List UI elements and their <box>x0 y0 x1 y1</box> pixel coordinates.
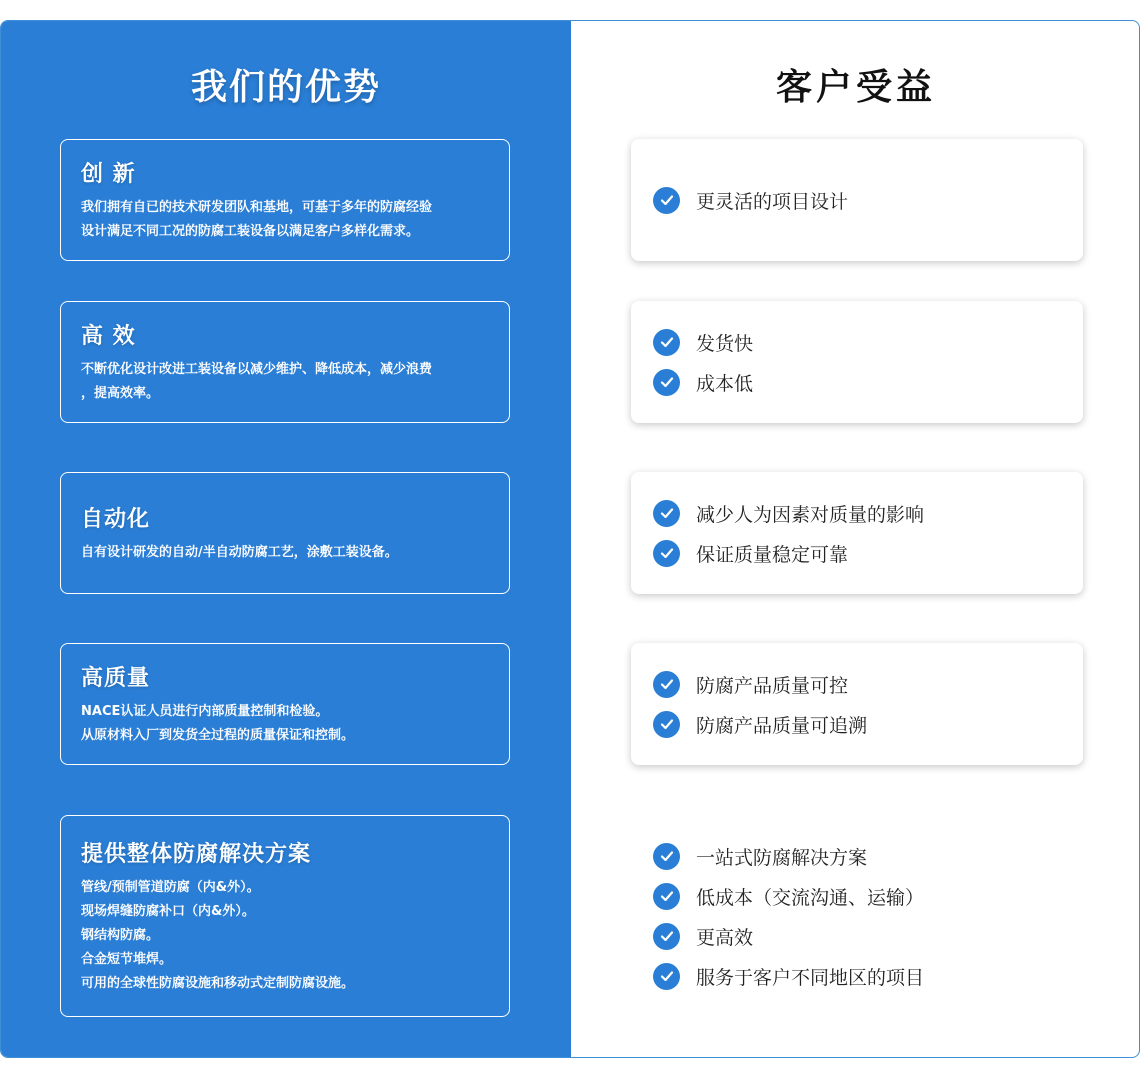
advantage-card-solution <box>60 815 510 1017</box>
benefit-card <box>631 815 1083 1017</box>
advantage-card-quality <box>60 643 510 765</box>
benefit-card <box>631 139 1083 261</box>
benefit-item <box>653 328 1061 356</box>
benefit-item <box>653 368 1061 396</box>
benefit-card <box>631 301 1083 423</box>
advantage-title: 高 效 <box>81 323 136 349</box>
check-circle-icon <box>653 923 680 950</box>
advantage-text: ，提高效率。 <box>81 385 160 401</box>
advantages-heading: 我们的优势 <box>190 67 381 108</box>
advantage-text: 管线/预制管道防腐（内&外）。 <box>81 879 260 895</box>
benefit-item <box>653 962 1061 990</box>
benefit-text: 发货快 <box>696 332 754 355</box>
benefit-text: 更灵活的项目设计 <box>696 190 849 213</box>
benefit-text: 低成本（交流沟通、运输） <box>696 886 925 909</box>
benefit-text: 保证质量稳定可靠 <box>696 543 849 566</box>
advantage-text: 不断优化设计改进工装设备以减少维护、降低成本，减少浪费 <box>81 361 433 377</box>
check-circle-icon <box>653 500 680 527</box>
benefit-item <box>653 882 1061 910</box>
advantage-text: 合金短节堆焊。 <box>81 951 173 967</box>
advantage-card-efficiency <box>60 301 510 423</box>
advantage-title: 自动化 <box>81 506 151 532</box>
benefit-text: 减少人为因素对质量的影响 <box>696 503 925 526</box>
benefit-item <box>653 499 1061 527</box>
benefit-text: 服务于客户不同地区的项目 <box>696 966 925 989</box>
benefit-item <box>653 186 1061 214</box>
benefit-text: 更高效 <box>696 926 754 949</box>
advantage-text: 设计满足不同工况的防腐工装设备以满足客户多样化需求。 <box>81 223 420 239</box>
advantage-title: 创 新 <box>81 161 136 187</box>
benefit-text: 成本低 <box>696 372 754 395</box>
advantage-text: 自有设计研发的自动/半自动防腐工艺，涂敷工装设备。 <box>81 544 398 560</box>
benefit-card <box>631 472 1083 594</box>
benefit-card <box>631 643 1083 765</box>
benefit-text: 防腐产品质量可控 <box>696 674 849 697</box>
benefit-item <box>653 670 1061 698</box>
benefit-text: 一站式防腐解决方案 <box>696 846 868 869</box>
check-circle-icon <box>653 329 680 356</box>
benefit-item <box>653 922 1061 950</box>
check-circle-icon <box>653 711 680 738</box>
check-circle-icon <box>653 843 680 870</box>
benefit-text: 防腐产品质量可追溯 <box>696 714 868 737</box>
advantage-card-automation <box>60 472 510 594</box>
comparison-panel <box>0 20 1140 1058</box>
advantage-title: 提供整体防腐解决方案 <box>81 841 312 867</box>
benefits-heading: 客户受益 <box>775 67 936 108</box>
check-circle-icon <box>653 369 680 396</box>
advantage-text: 从原材料入厂到发货全过程的质量保证和控制。 <box>81 727 355 743</box>
advantage-text: 钢结构防腐。 <box>81 927 160 943</box>
advantage-card-innovation <box>60 139 510 261</box>
benefit-item <box>653 710 1061 738</box>
check-circle-icon <box>653 671 680 698</box>
check-circle-icon <box>653 540 680 567</box>
check-circle-icon <box>653 963 680 990</box>
check-circle-icon <box>653 883 680 910</box>
advantage-text: NACE认证人员进行内部质量控制和检验。 <box>81 703 329 719</box>
advantage-text: 现场焊缝防腐补口（内&外）。 <box>81 903 255 919</box>
benefit-item <box>653 842 1061 870</box>
advantage-title: 高质量 <box>81 665 151 691</box>
advantage-text: 可用的全球性防腐设施和移动式定制防腐设施。 <box>81 975 355 991</box>
advantage-text: 我们拥有自已的技术研发团队和基地，可基于多年的防腐经验 <box>81 199 433 215</box>
benefit-item <box>653 539 1061 567</box>
check-circle-icon <box>653 187 680 214</box>
